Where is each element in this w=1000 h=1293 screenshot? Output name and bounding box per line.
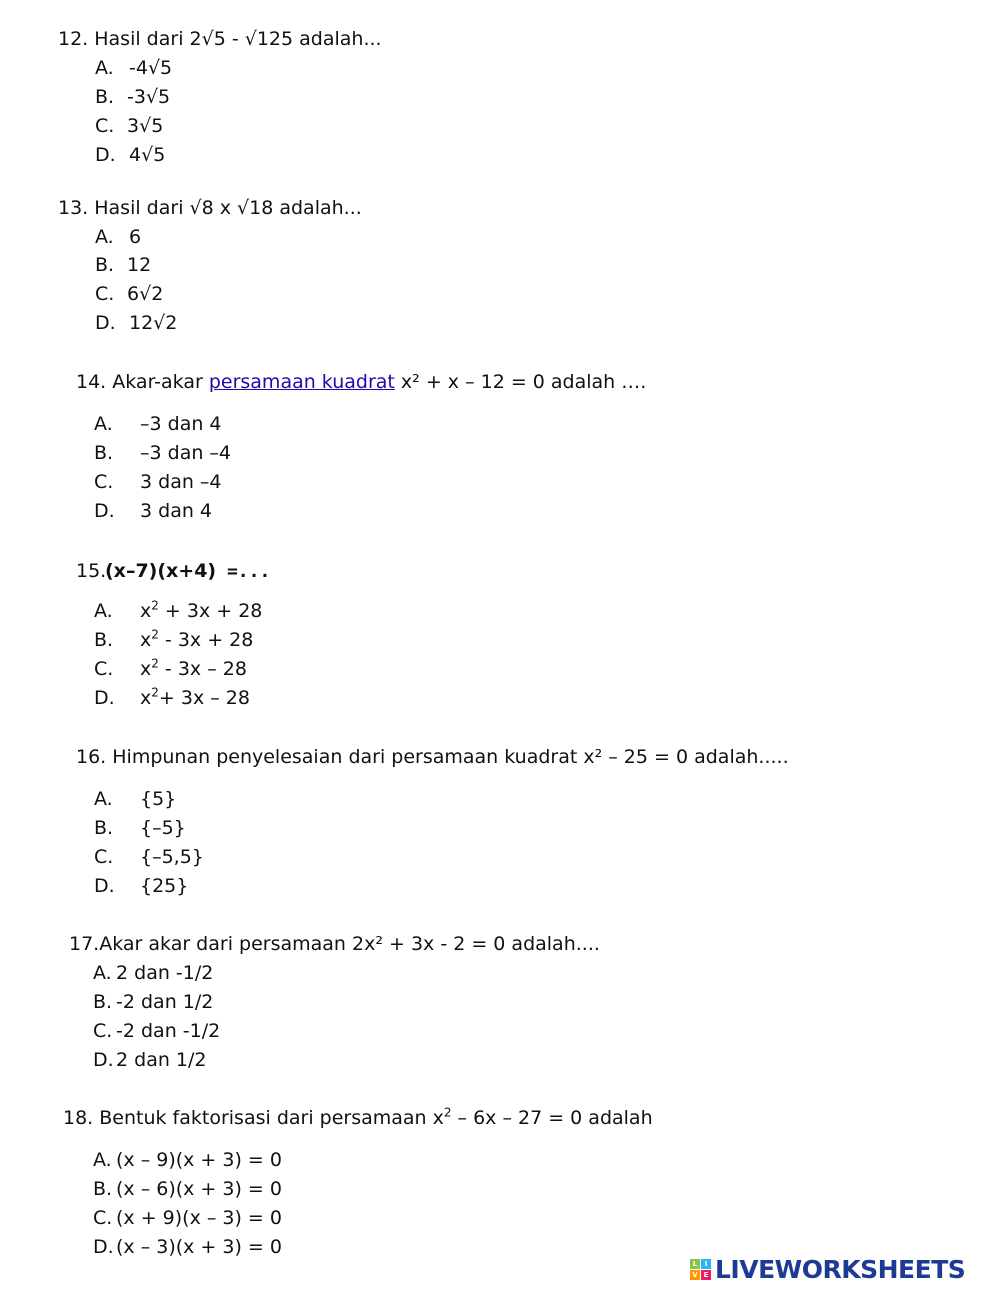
q12-option-b-letter: B. bbox=[95, 86, 115, 108]
q14-option-b-letter: B. bbox=[94, 442, 114, 464]
q16-question: 16. Himpunan penyelesaian dari persamaan kuadrat x² – 25 = 0 adalah..... bbox=[76, 746, 789, 768]
q14-option-b[interactable] bbox=[94, 442, 231, 464]
q14-link[interactable]: persamaan kuadrat bbox=[208, 371, 395, 393]
q14-option-a-letter: A. bbox=[94, 413, 113, 435]
q16-option-a-letter: A. bbox=[94, 788, 113, 810]
q16-option-c-text: {–5,5} bbox=[140, 846, 204, 868]
q14-option-c-letter: C. bbox=[94, 471, 114, 493]
q13-option-b[interactable] bbox=[95, 254, 151, 276]
q12-option-b[interactable] bbox=[95, 86, 170, 108]
q12-option-a-letter: A. bbox=[95, 57, 114, 79]
q15-option-d-letter: D. bbox=[94, 687, 115, 709]
liveworksheets-logo bbox=[690, 1254, 965, 1284]
q15-question bbox=[76, 560, 270, 583]
q17-option-a[interactable] bbox=[93, 962, 213, 984]
q18-option-d-letter: D. bbox=[93, 1236, 114, 1258]
q14-option-d[interactable] bbox=[94, 500, 212, 522]
q13-option-a-text: 6 bbox=[129, 226, 142, 248]
q17-option-d-letter: D. bbox=[93, 1049, 114, 1071]
q18-option-a-text: (x – 9)(x + 3) = 0 bbox=[116, 1149, 282, 1171]
q12-option-a-text: -4√5 bbox=[129, 57, 173, 79]
q13-option-b-text: 12 bbox=[127, 254, 152, 276]
q12-option-d[interactable] bbox=[95, 144, 165, 166]
q18-option-a-letter: A. bbox=[93, 1149, 112, 1171]
q17-option-c[interactable] bbox=[93, 1020, 220, 1042]
q16-option-b-text: {–5} bbox=[140, 817, 186, 839]
q15-option-b-exp: 2 bbox=[151, 627, 159, 642]
logo-mark-v: V bbox=[690, 1270, 700, 1280]
q18-option-c-letter: C. bbox=[93, 1207, 113, 1229]
q14-prefix: 14. Akar-akar bbox=[76, 371, 209, 393]
q12-option-c[interactable] bbox=[95, 115, 163, 137]
q15-option-b[interactable] bbox=[94, 629, 253, 651]
q14-question bbox=[76, 371, 646, 393]
q18-option-c-text: (x + 9)(x – 3) = 0 bbox=[116, 1207, 282, 1229]
q12-option-c-letter: C. bbox=[95, 115, 115, 137]
q13-option-d[interactable] bbox=[95, 312, 177, 334]
q15-option-c[interactable] bbox=[94, 658, 247, 680]
q17-question: 17.Akar akar dari persamaan 2x² + 3x - 2 = 0 adalah.... bbox=[69, 933, 600, 955]
q18-option-b-text: (x – 6)(x + 3) = 0 bbox=[116, 1178, 282, 1200]
q17-option-a-text: 2 dan -1/2 bbox=[116, 962, 214, 984]
q14-option-b-text: –3 dan –4 bbox=[140, 442, 232, 464]
q16-option-c-letter: C. bbox=[94, 846, 114, 868]
q12-option-b-text: -3√5 bbox=[127, 86, 171, 108]
q17-option-c-letter: C. bbox=[93, 1020, 113, 1042]
q15-option-d[interactable] bbox=[94, 687, 250, 709]
q15-number: 15. bbox=[76, 560, 107, 582]
liveworksheets-logo-icon bbox=[690, 1259, 711, 1280]
q12-option-a[interactable] bbox=[95, 57, 172, 79]
q18-option-a[interactable] bbox=[93, 1149, 282, 1171]
q14-option-a-text: –3 dan 4 bbox=[140, 413, 222, 435]
q15-option-a-rest: + 3x + 28 bbox=[158, 600, 263, 622]
q13-option-c[interactable] bbox=[95, 283, 163, 305]
q13-option-c-letter: C. bbox=[95, 283, 115, 305]
q15-option-d-exp: 2 bbox=[151, 685, 159, 700]
q13-option-a-letter: A. bbox=[95, 226, 114, 248]
q14-option-c-text: 3 dan –4 bbox=[140, 471, 222, 493]
q13-option-d-text: 12√2 bbox=[129, 312, 178, 334]
q17-option-b-text: -2 dan 1/2 bbox=[116, 991, 214, 1013]
q12-option-c-text: 3√5 bbox=[127, 115, 164, 137]
q15-tail: =... bbox=[216, 561, 271, 582]
q14-suffix: x² + x – 12 = 0 adalah …. bbox=[394, 371, 647, 393]
q15-option-b-letter: B. bbox=[94, 629, 114, 651]
q14-option-a[interactable] bbox=[94, 413, 222, 435]
q18-option-b[interactable] bbox=[93, 1178, 282, 1200]
q16-option-b[interactable] bbox=[94, 817, 186, 839]
logo-mark-l: L bbox=[690, 1259, 700, 1269]
q16-option-c[interactable] bbox=[94, 846, 204, 868]
q18-exp: 2 bbox=[443, 1105, 452, 1120]
q18-option-c[interactable] bbox=[93, 1207, 282, 1229]
q15-option-c-exp: 2 bbox=[151, 656, 159, 671]
q15-option-b-base: x bbox=[140, 629, 152, 651]
q13-option-a[interactable] bbox=[95, 226, 141, 248]
liveworksheets-logo-text: LIVEWORKSHEETS bbox=[715, 1254, 966, 1284]
q15-option-a[interactable] bbox=[94, 600, 262, 622]
q15-expression: (x–7)(x+4) bbox=[105, 560, 217, 582]
q15-option-c-rest: - 3x – 28 bbox=[158, 658, 247, 680]
q18-option-d-text: (x – 3)(x + 3) = 0 bbox=[116, 1236, 282, 1258]
q17-option-d-text: 2 dan 1/2 bbox=[116, 1049, 207, 1071]
q14-option-d-letter: D. bbox=[94, 500, 115, 522]
q17-option-b-letter: B. bbox=[93, 991, 113, 1013]
q15-option-b-rest: - 3x + 28 bbox=[158, 629, 254, 651]
q18-option-b-letter: B. bbox=[93, 1178, 113, 1200]
q18-question bbox=[63, 1107, 653, 1129]
q15-option-d-rest: + 3x – 28 bbox=[158, 687, 250, 709]
q15-option-c-base: x bbox=[140, 658, 152, 680]
q17-option-b[interactable] bbox=[93, 991, 213, 1013]
q16-option-a[interactable] bbox=[94, 788, 176, 810]
q18-suffix: – 6x – 27 = 0 adalah bbox=[451, 1107, 653, 1129]
q18-option-d[interactable] bbox=[93, 1236, 282, 1258]
q15-option-a-letter: A. bbox=[94, 600, 113, 622]
q15-option-a-base: x bbox=[140, 600, 152, 622]
logo-mark-e: E bbox=[701, 1270, 711, 1280]
q13-option-c-text: 6√2 bbox=[127, 283, 164, 305]
q16-option-d-text: {25} bbox=[140, 875, 189, 897]
q17-option-d[interactable] bbox=[93, 1049, 207, 1071]
q15-option-a-exp: 2 bbox=[151, 598, 159, 613]
q16-option-b-letter: B. bbox=[94, 817, 114, 839]
q13-option-d-letter: D. bbox=[95, 312, 116, 334]
logo-mark-i: I bbox=[701, 1259, 711, 1269]
q14-option-d-text: 3 dan 4 bbox=[140, 500, 213, 522]
q15-option-d-base: x bbox=[140, 687, 152, 709]
q17-option-c-text: -2 dan -1/2 bbox=[116, 1020, 221, 1042]
q16-option-a-text: {5} bbox=[140, 788, 177, 810]
q18-prefix: 18. Bentuk faktorisasi dari persamaan x bbox=[63, 1107, 444, 1129]
q16-option-d[interactable] bbox=[94, 875, 188, 897]
q12-option-d-text: 4√5 bbox=[129, 144, 166, 166]
q13-question: 13. Hasil dari √8 x √18 adalah... bbox=[58, 197, 362, 219]
q15-option-c-letter: C. bbox=[94, 658, 114, 680]
q12-option-d-letter: D. bbox=[95, 144, 116, 166]
q16-option-d-letter: D. bbox=[94, 875, 115, 897]
q13-option-b-letter: B. bbox=[95, 254, 115, 276]
q14-option-c[interactable] bbox=[94, 471, 222, 493]
q17-option-a-letter: A. bbox=[93, 962, 112, 984]
q12-question: 12. Hasil dari 2√5 - √125 adalah... bbox=[58, 28, 382, 50]
